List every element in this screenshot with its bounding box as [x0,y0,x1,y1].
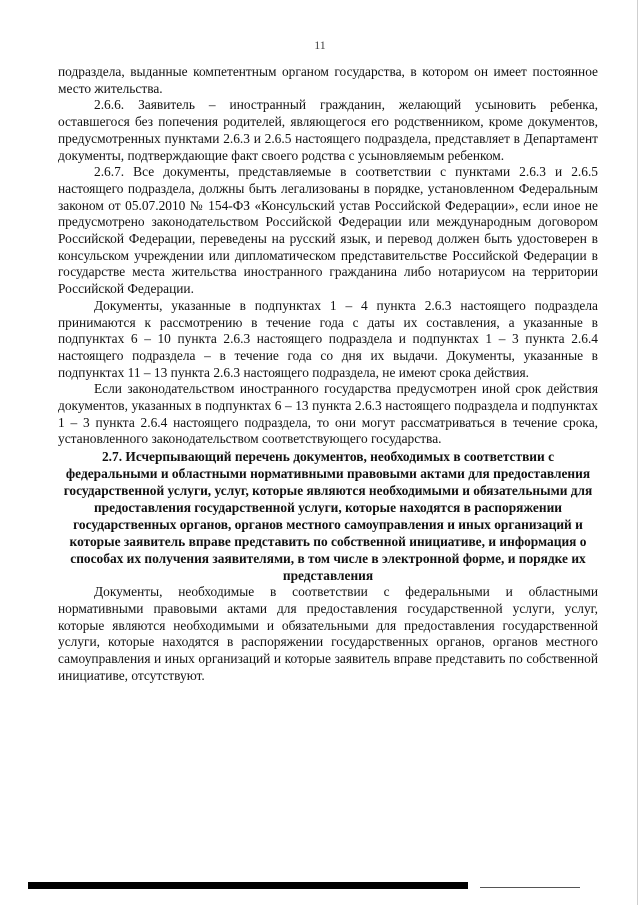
paragraph-2-6-7: 2.6.7. Все документы, представляемые в соответствии с пунктами 2.6.3 и 2.6.5 настоящего подраздела, должны быть легализованы в порядке, установленном Федеральным законом от 05.07.2010 № 154-ФЗ «Консульский устав Российской Федерации», если иное не предусмотрено законодательством Российской Федерации или международным договором Российской Федерации, переведены на русский язык, и перевод должен быть удостоверен в консульском учреждении или дипломатическом представительстве Российской Федерации в государстве места жительства иностранного гражданина либо нотариусом на территории Российской Федерации. [58,164,598,297]
paragraph-continuation: подраздела, выданные компетентным органом государства, в котором он имеет постоянное место жительства. [58,64,598,96]
scan-artifact-line [480,887,580,888]
paragraph-document-validity: Документы, указанные в подпунктах 1 – 4 пункта 2.6.3 настоящего подраздела принимаются к рассмотрению в течение года с даты их составления, а указанные в подпунктах 6 – 10 пункта 2.6.3 настоящего подраздела и подпунктах 1 – 3 пункта 2.6.4 настоящего подраздела – в течение года со дня их выдачи. Документы, указанные в подпунктах 11 – 13 пункта 2.6.3 настоящего подраздела, не имеют срока действия. [58,297,598,380]
page-number: 11 [314,38,326,52]
paragraph-2-6-6: 2.6.6. Заявитель – иностранный гражданин, желающий усыновить ребенка, оставшегося без попечения родителей, являющегося его родственником, кроме документов, предусмотренных пунктами 2.6.3 и 2.6.5 настоящего подраздела, представляет в Департамент документы, подтверждающие факт своего родства с усыновляемым ребенком. [58,97,598,163]
page-edge [637,0,638,905]
paragraph-foreign-law-validity: Если законодательством иностранного государства предусмотрен иной срок действия документов, указанных в подпунктах 6 – 13 пункта 2.6.3 настоящего подраздела и подпунктах 1 – 3 пункта 2.6.4 настоящего подраздела, то они могут рассматриваться в течение срока, установленного законодательством соответствующего государства. [58,381,598,447]
section-heading-2-7: 2.7. Исчерпывающий перечень документов, необходимых в соответствии с федеральными и областными нормативными правовыми актами для предоставления государственной услуги, услуг, которые являются необходимыми и обязательными для предоставления государственной услуги, которые находятся в распоряжении государственных органов, органов местного самоуправления и иных организаций и которые заявитель вправе представить по собственной инициативе, и информация о способах их получения заявителями, в том числе в электронной форме, и порядке их представления [63,449,593,584]
document-body [58,64,598,684]
paragraph-2-7-body: Документы, необходимые в соответствии с федеральными и областными нормативными правовыми актами для предоставления государственной услуги, услуг, которые являются необходимыми и обязательными для предоставления государственной услуги, которые находятся в распоряжении государственных органов, органов местного самоуправления и иных организаций и которые заявитель вправе представить по собственной инициативе, отсутствуют. [58,584,598,683]
scan-artifact-bar [28,882,468,889]
